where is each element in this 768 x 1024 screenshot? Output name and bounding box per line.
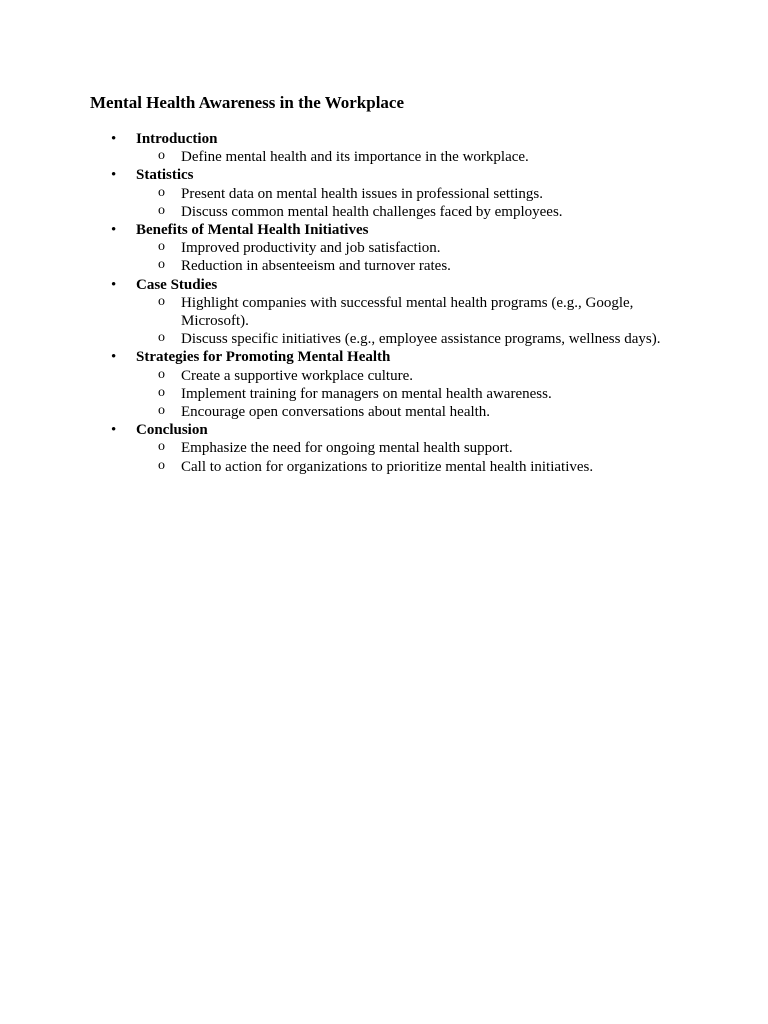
list-item [0,203,663,221]
section-heading-row [0,276,768,294]
list-item [0,367,663,385]
sub-bullet-marker: o [158,384,165,400]
section-heading: Statistics [136,167,194,184]
list-item [0,148,663,166]
section-heading-row [0,166,768,184]
list-item [0,385,663,403]
sub-bullet-marker: o [158,366,165,382]
sub-bullet-marker: o [158,202,165,218]
sub-list [0,148,768,166]
list-item-text: Create a supportive workplace culture. [181,367,413,384]
list-item [0,330,663,348]
section-heading-row [0,130,768,148]
sub-bullet-marker: o [158,403,165,419]
list-item [0,439,663,457]
outline-section [0,166,768,221]
document-title: Mental Health Awareness in the Workplace [90,93,405,112]
bullet-marker: • [111,222,117,239]
list-item [0,294,663,330]
list-item [0,458,663,476]
bullet-marker: • [111,276,117,293]
section-heading-row [0,221,768,239]
sub-list [0,185,768,221]
section-heading: Conclusion [136,422,208,439]
list-item [0,257,663,275]
list-item [0,403,663,421]
sub-bullet-marker: o [158,457,165,473]
sub-list [0,294,768,349]
list-item-text: Implement training for managers on mental health awareness. [181,385,552,402]
list-item-text: Discuss common mental health challenges faced by employees. [181,203,563,220]
list-item-text: Reduction in absenteeism and turnover rates. [181,258,451,275]
outline-section [0,348,768,421]
list-item-text: Present data on mental health issues in professional settings. [181,185,544,202]
bullet-marker: • [111,131,117,147]
list-item-text: Encourage open conversations about mental health. [181,404,491,421]
list-item-text: Call to action for organizations to prioritize mental health initiatives. [181,458,594,475]
section-heading-row [0,421,768,439]
sub-list [0,439,768,475]
sub-list [0,367,768,422]
section-heading: Strategies for Promoting Mental Health [136,349,391,366]
outline-section [0,421,768,476]
sub-bullet-marker: o [158,184,165,200]
sub-bullet-marker: o [158,257,165,273]
sub-bullet-marker: o [158,148,165,164]
bullet-marker: • [111,422,117,439]
bullet-marker: • [111,167,117,184]
list-item-text: Highlight companies with successful mental health programs (e.g., Google, Microsoft). [181,294,634,330]
list-item-text: Define mental health and its importance in the workplace. [181,149,529,166]
sub-bullet-marker: o [158,439,165,455]
section-heading: Benefits of Mental Health Initiatives [136,222,369,239]
list-item-text: Improved productivity and job satisfaction. [181,240,441,257]
bullet-marker: • [111,349,117,366]
sub-bullet-marker: o [158,239,165,255]
outline-section [0,276,768,349]
list-item [0,185,663,203]
list-item [0,239,663,257]
section-heading: Case Studies [136,276,218,293]
section-heading: Introduction [136,131,218,147]
outline-list [0,130,768,476]
list-item-text: Discuss specific initiatives (e.g., employee assistance programs, wellness days). [181,331,661,348]
sub-bullet-marker: o [158,330,165,346]
section-heading-row [0,348,768,366]
outline-section [0,221,768,276]
sub-bullet-marker: o [158,293,165,309]
list-item-text: Emphasize the need for ongoing mental health support. [181,440,513,457]
sub-list [0,239,768,275]
outline-section [0,130,768,166]
